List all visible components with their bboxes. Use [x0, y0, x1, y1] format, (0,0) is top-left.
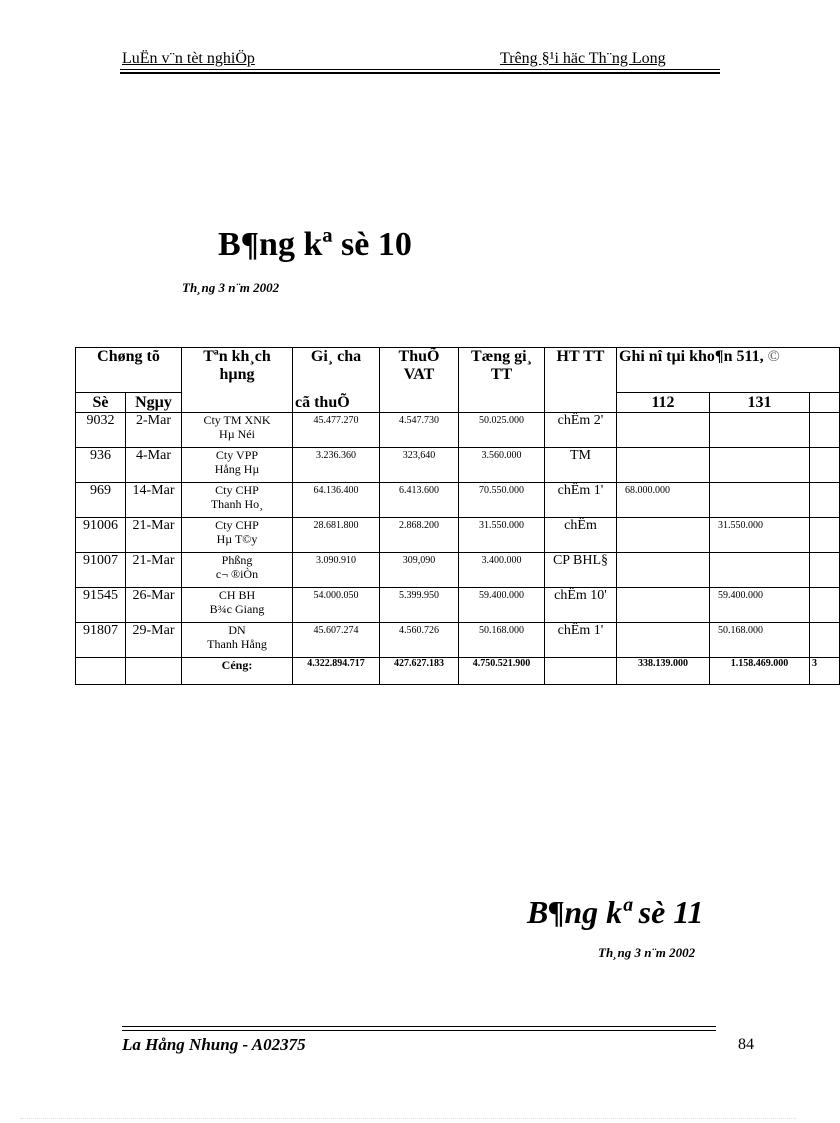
table-row: [76, 448, 840, 483]
row-khach-hang-line2: Thanh Ho¸: [210, 497, 264, 511]
row-so: 9032: [76, 413, 126, 448]
row-ht: chËm 2': [545, 413, 617, 448]
row-so: 936: [76, 448, 126, 483]
header-ngay: Ngµy: [126, 393, 182, 413]
row-vat: 2.868.200: [380, 518, 459, 553]
header-chung-tu: Chøng tõ: [76, 348, 182, 393]
row-tk-112: [617, 553, 710, 588]
row-gia: 45.607.274: [293, 623, 380, 658]
header-ghi-no: [617, 348, 840, 393]
row-tk-112: [617, 448, 710, 483]
row-tk-112: [617, 623, 710, 658]
footer-rule: [122, 1026, 716, 1027]
row-tk-131: 31.550.000: [710, 518, 810, 553]
row-khach-hang-line1: Cty VPP: [215, 448, 259, 462]
row-vat: 4.547.730: [380, 413, 459, 448]
row-khach-hang-line2: Hµ T©y: [216, 532, 258, 546]
row-ht: chËm 1': [545, 623, 617, 658]
row-ngay: 29-Mar: [126, 623, 182, 658]
header-university-label: Trêng §¹i häc Th¨ng Long: [500, 50, 666, 67]
row-tk-131: 59.400.000: [710, 588, 810, 623]
table-row: [76, 518, 840, 553]
cut-off-glyph: ©: [767, 348, 780, 365]
row-tong: 70.550.000: [459, 483, 545, 518]
total-label: Céng:: [182, 658, 293, 685]
row-gia: 54.000.050: [293, 588, 380, 623]
header-tk-112: 112: [617, 393, 710, 413]
header-khach-hang: Tªn kh¸ch hµng: [182, 348, 293, 413]
row-tk-112: [617, 518, 710, 553]
row-tk-cut: [810, 623, 840, 658]
row-khach-hang-line2: B¾c Giang: [209, 602, 265, 616]
total-gia: 4.322.894.717: [293, 658, 380, 685]
row-khach-hang: [182, 483, 293, 518]
row-tk-112: 68.000.000: [617, 483, 710, 518]
table-11-title: B¶ng kª sè 11: [527, 894, 704, 930]
table-10-title: B¶ng kª sè 10: [218, 226, 412, 263]
row-gia: 45.477.270: [293, 413, 380, 448]
row-tong: 50.025.000: [459, 413, 545, 448]
row-khach-hang-line1: Cty CHP: [215, 483, 259, 497]
row-khach-hang: [182, 553, 293, 588]
table-11-subtitle: Th¸ng 3 n¨m 2002: [598, 945, 696, 960]
row-khach-hang-line1: Cty CHP: [215, 518, 259, 532]
header-tong-gia-tt: Tæng gi¸ TT: [459, 348, 545, 413]
ledger-rows: [76, 413, 840, 658]
row-so: 91007: [76, 553, 126, 588]
row-tk-cut: [810, 553, 840, 588]
header-tk-cut: [810, 393, 840, 413]
row-tk-cut: [810, 413, 840, 448]
row-tk-cut: [810, 483, 840, 518]
row-khach-hang: [182, 413, 293, 448]
row-ht: chËm: [545, 518, 617, 553]
header-so: Sè: [76, 393, 126, 413]
row-khach-hang-line1: CH BH: [218, 588, 256, 602]
row-vat: 6.413.600: [380, 483, 459, 518]
row-khach-hang: [182, 588, 293, 623]
row-vat: 5.399.950: [380, 588, 459, 623]
row-gia: 28.681.800: [293, 518, 380, 553]
row-vat: 4.560.726: [380, 623, 459, 658]
table-row: [76, 623, 840, 658]
row-khach-hang-line2: Hµ Néi: [219, 427, 255, 441]
total-vat: 427.627.183: [380, 658, 459, 685]
row-khach-hang-line1: Cty TM XNK: [203, 413, 271, 427]
row-khach-hang: [182, 623, 293, 658]
page-edge: [20, 1118, 796, 1119]
row-ngay: 4-Mar: [126, 448, 182, 483]
row-so: 91807: [76, 623, 126, 658]
row-tk-131: [710, 553, 810, 588]
row-ngay: 26-Mar: [126, 588, 182, 623]
row-tk-131: 50.168.000: [710, 623, 810, 658]
header-ht-tt: HT TT: [545, 348, 617, 413]
table-row: [76, 483, 840, 518]
row-ht: chËm 10': [545, 588, 617, 623]
header-co-thue: cã thuÕ: [293, 393, 380, 413]
row-ngay: 21-Mar: [126, 553, 182, 588]
row-khach-hang-line2: c¬ ®iÒn: [215, 567, 259, 581]
row-khach-hang: [182, 518, 293, 553]
total-empty-ngay: [126, 658, 182, 685]
footer-rule-second: [122, 1030, 716, 1031]
total-tk-131: 1.158.469.000: [710, 658, 810, 685]
row-tong: 3.400.000: [459, 553, 545, 588]
row-tk-112: [617, 413, 710, 448]
row-vat: 323,640: [380, 448, 459, 483]
row-tong: 31.550.000: [459, 518, 545, 553]
row-tk-112: [617, 588, 710, 623]
row-khach-hang-line2: Hång Hµ: [214, 462, 260, 476]
total-empty-so: [76, 658, 126, 685]
row-ngay: 2-Mar: [126, 413, 182, 448]
row-so: 969: [76, 483, 126, 518]
total-empty-ht: [545, 658, 617, 685]
ledger-table: [75, 347, 840, 685]
row-ht: chËm 1': [545, 483, 617, 518]
row-ngay: 21-Mar: [126, 518, 182, 553]
footer-page-number: 84: [738, 1036, 754, 1053]
row-so: 91545: [76, 588, 126, 623]
total-tong: 4.750.521.900: [459, 658, 545, 685]
table-row: [76, 588, 840, 623]
row-tk-131: [710, 413, 810, 448]
row-khach-hang-line1: Phßng: [221, 553, 253, 567]
row-ht: TM: [545, 448, 617, 483]
row-ht: CP BHL§: [545, 553, 617, 588]
row-gia: 3.090.910: [293, 553, 380, 588]
row-tk-cut: [810, 588, 840, 623]
table-row: [76, 553, 840, 588]
row-tong: 59.400.000: [459, 588, 545, 623]
row-khach-hang-line2: Thanh Hång: [207, 637, 267, 651]
row-tk-131: [710, 448, 810, 483]
header-tk-131: 131: [710, 393, 810, 413]
header-thesis-label: LuËn v¨n tèt nghiÖp: [122, 50, 255, 67]
row-tong: 50.168.000: [459, 623, 545, 658]
table-10-subtitle: Th¸ng 3 n¨m 2002: [182, 280, 280, 295]
row-khach-hang-line1: DN: [228, 623, 246, 637]
row-tk-131: [710, 483, 810, 518]
table-row: [76, 413, 840, 448]
row-ngay: 14-Mar: [126, 483, 182, 518]
total-tk-112: 338.139.000: [617, 658, 710, 685]
row-gia: 3.236.360: [293, 448, 380, 483]
total-tk-cut: 3: [810, 658, 840, 685]
row-vat: 309,090: [380, 553, 459, 588]
row-tong: 3.560.000: [459, 448, 545, 483]
row-so: 91006: [76, 518, 126, 553]
row-khach-hang: [182, 448, 293, 483]
footer-author: La Hång Nhung - A02375: [122, 1035, 306, 1054]
total-row: [76, 658, 840, 685]
row-gia: 64.136.400: [293, 483, 380, 518]
header-ghi-no-label: Ghi nî tµi kho¶n 511,: [619, 348, 764, 365]
header-thue-vat: ThuÕ VAT: [380, 348, 459, 413]
row-tk-cut: [810, 448, 840, 483]
row-tk-cut: [810, 518, 840, 553]
header-gia-chua-thue: Gi¸ cha: [293, 348, 380, 393]
